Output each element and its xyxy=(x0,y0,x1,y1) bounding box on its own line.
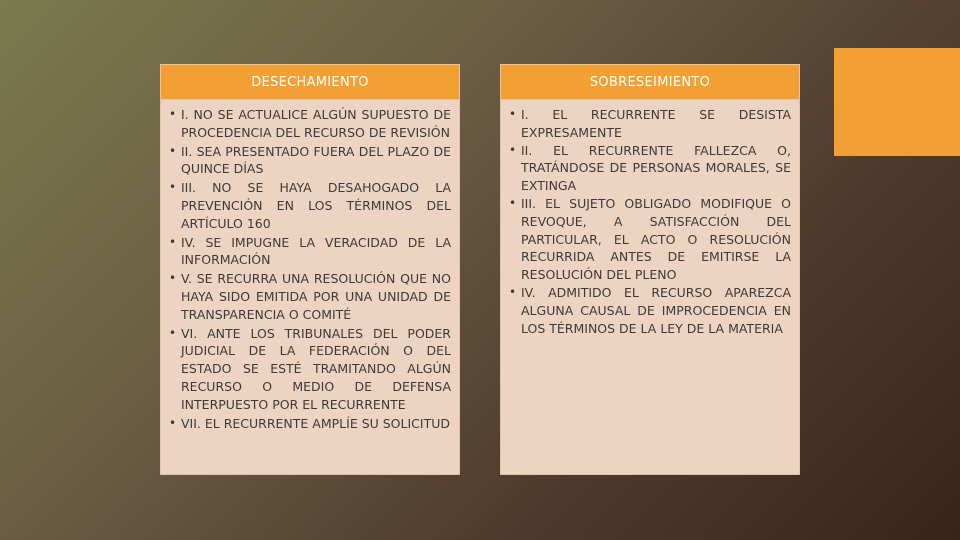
desechamiento-list xyxy=(169,106,451,432)
sobreseimiento-column xyxy=(500,64,800,475)
desechamiento-header: DESECHAMIENTO xyxy=(160,64,460,100)
list-item xyxy=(509,284,791,337)
list-item xyxy=(169,325,451,414)
sobreseimiento-list xyxy=(509,106,791,337)
list-item-text: I. EL RECURRENTE SE DESISTA EXPRESAMENTE xyxy=(521,107,791,140)
list-item xyxy=(169,270,451,323)
list-item xyxy=(509,195,791,284)
list-item xyxy=(169,106,451,142)
bullet-icon: • xyxy=(509,107,517,121)
bullet-icon: • xyxy=(169,325,177,340)
sobreseimiento-list-panel xyxy=(500,100,800,475)
desechamiento-column xyxy=(160,64,460,475)
bullet-icon: • xyxy=(169,415,177,430)
list-item-text: II. EL RECURRENTE FALLEZCA O, TRATÁNDOSE DE PERSONAS MORALES, SE EXTINGA xyxy=(521,142,791,194)
list-item-text: VII. EL RECURRENTE AMPLÍE SU SOLICITUD xyxy=(181,415,450,431)
bullet-icon: • xyxy=(509,195,517,210)
list-item xyxy=(509,106,791,142)
sobreseimiento-header: SOBRESEIMIENTO xyxy=(500,64,800,100)
list-item-text: VI. ANTE LOS TRIBUNALES DEL PODER JUDICIAL DE LA FEDERACIÓN O DEL ESTADO SE ESTÉ TRAMITANDO ALGÚN RECURSO O MEDIO DE DEFENSA INTERPUESTO POR EL RECURRENTE xyxy=(181,325,451,412)
list-item xyxy=(169,179,451,232)
accent-square xyxy=(834,48,960,156)
list-item-text: III. NO SE HAYA DESAHOGADO LA PREVENCIÓN EN LOS TÉRMINOS DEL ARTÍCULO 160 xyxy=(181,180,451,231)
list-item-text: IV. ADMITIDO EL RECURSO APAREZCA ALGUNA CAUSAL DE IMPROCEDENCIA EN LOS TÉRMINOS DE LA LEY DE LA MATERIA xyxy=(521,284,791,336)
bullet-icon: • xyxy=(509,284,517,299)
list-item xyxy=(509,142,791,195)
list-item-text: II. SEA PRESENTADO FUERA DEL PLAZO DE QUINCE DÍAS xyxy=(181,143,451,177)
list-item-text: III. EL SUJETO OBLIGADO MODIFIQUE O REVOQUE, A SATISFACCIÓN DEL PARTICULAR, EL ACTO O RESOLUCIÓN RECURRIDA ANTES DE EMITIRSE LA RESOLUCIÓN DEL PLENO xyxy=(521,195,791,283)
bullet-icon: • xyxy=(169,143,177,158)
list-item-text: V. SE RECURRA UNA RESOLUCIÓN QUE NO HAYA SIDO EMITIDA POR UNA UNIDAD DE TRANSPARENCIA O COMITÉ xyxy=(181,271,451,322)
bullet-icon: • xyxy=(169,234,177,249)
list-item-text: IV. SE IMPUGNE LA VERACIDAD DE LA INFORMACIÓN xyxy=(181,234,451,268)
list-item xyxy=(169,415,451,433)
bullet-icon: • xyxy=(169,271,177,286)
bullet-icon: • xyxy=(169,180,177,195)
desechamiento-list-panel xyxy=(160,100,460,475)
bullet-icon: • xyxy=(509,142,517,157)
list-item-text: I. NO SE ACTUALICE ALGÚN SUPUESTO DE PROCEDENCIA DEL RECURSO DE REVISIÓN xyxy=(181,107,451,140)
bullet-icon: • xyxy=(169,107,177,121)
list-item xyxy=(169,143,451,179)
list-item xyxy=(169,234,451,270)
